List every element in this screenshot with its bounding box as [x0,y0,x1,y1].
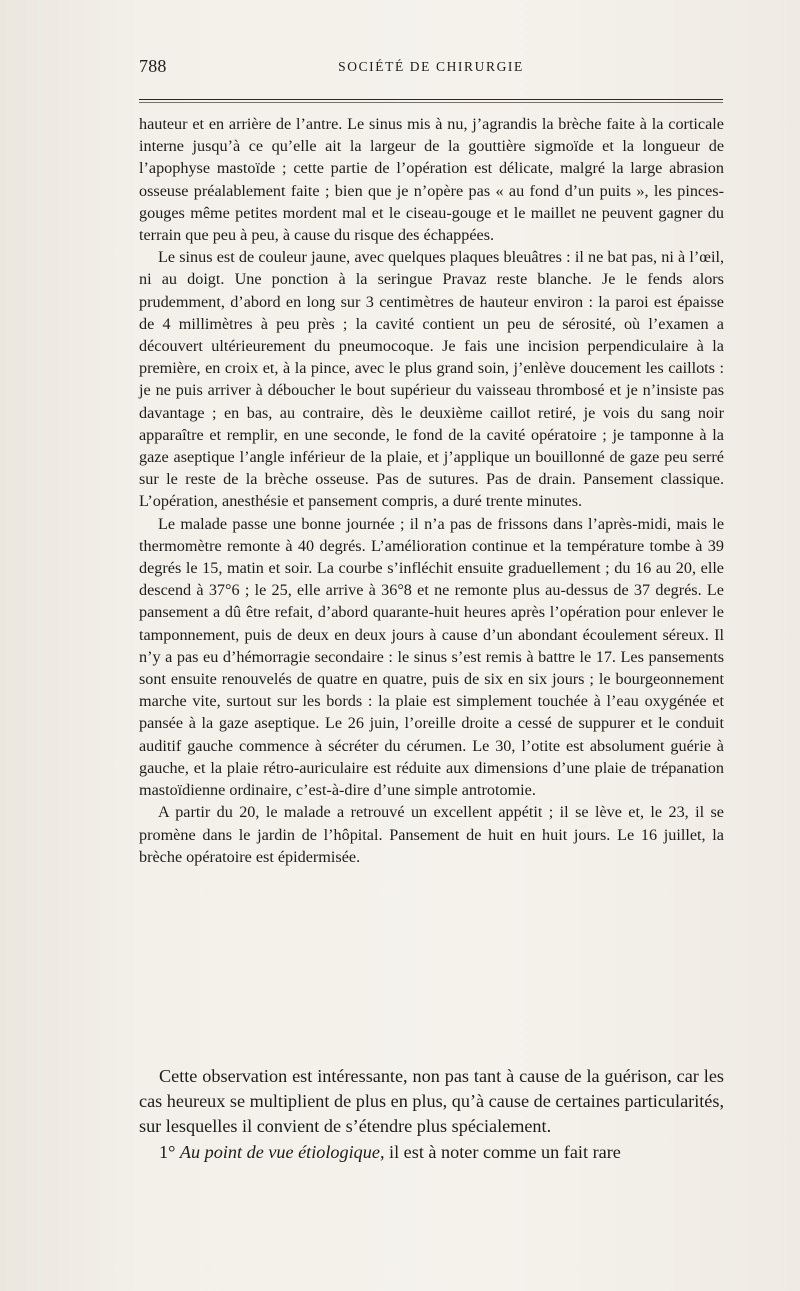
paragraph-continued: hauteur et en arrière de l’antre. Le sinus mis à nu, j’agrandis la brèche faite à la corticale interne jusqu’à ce qu’elle ait la largeur de la gouttière sigmoïde et la longueur de l’apophyse mastoïde ; cette partie de l’opération est délicate, malgré la large abrasion osseuse préalablement faite ; bien que je n’opère pas « au fond d’un puits », les pinces-gouges même petites mordent mal et le ciseau-gouge et le maillet ne peuvent gagner du terrain que peu à peu, à cause du risque des échappées. [139,115,724,245]
paragraph-recovery: A partir du 20, le malade a retrouvé un excellent appétit ; il se lève et, le 23, il se promène dans le jardin de l’hôpital. Pansement de huit en huit jours. Le 16 juillet, la brèche opératoire est épidermisée. [139,803,724,866]
header-rule [139,99,723,100]
etiology-text: , il est à noter comme un fait rare [379,1141,621,1162]
paragraph-postoperative-course: Le malade passe une bonne journée ; il n’a pas de frissons dans l’après-midi, mais le thermomètre remonte à 40 degrés. L’amélioration continue et la température tombe à 39 degrés le 15, matin et soir. La courbe s’infléchit ensuite graduellement ; du 16 au 20, elle descend à 37°6 ; le 25, elle arrive à 36°8 et ne remonte plus au-dessus de 37 degrés. Le pansement a dû être refait, d’abord quarante-huit heures après l’opération pour enlever le tamponnement, puis de deux en deux jours à cause d’un abondant écoulement séreux. Il n’y a pas eu d’hémorragie secondaire : le sinus s’est remis à battre le 17. Les pansements sont ensuite renouvelés de quatre en quatre, puis de six en six jours ; le bourgeonnement marche vite, surtout sur les bords : la plaie est simplement touchée à l’eau oxygénée et pansée à la gaze aseptique. Le 26 juin, l’oreille droite a cessé de suppurer et le conduit auditif gauche commence à sécréter du cérumen. Le 30, l’otite est absolument guérie à gauche, et la plaie rétro-auriculaire est réduite aux dimensions d’une plaie de trépanation mastoïdienne ordinaire, c’est-à-dire d’une simple antrotomie. [139,514,724,800]
etiology-paragraph [139,1140,724,1165]
page-number: 788 [139,56,167,76]
commentary-paragraph: Cette observation est intéressante, non pas tant à cause de la guérison, car les cas heureux se multiplient de plus en plus, qu’à cause de certaines particularités, sur lesquelles il convient de s’étendre plus spécialement. [139,1066,724,1137]
paragraph-sinus: Le sinus est de couleur jaune, avec quelques plaques bleuâtres : il ne bat pas, ni à l’œil, ni au doigt. Une ponction à la seringue Pravaz reste blanche. Je le fends alors prudemment, d’abord en long sur 3 centimètres de hauteur environ : la paroi est épaisse de 4 millimètres à peu près ; la cavité contient un peu de sérosité, où l’examen a découvert ultérieurement du pneumocoque. Je fais une incision perpendiculaire à la première, en croix et, à la pince, avec le plus grand soin, j’enlève doucement les caillots : je ne puis arriver à déboucher le bout supérieur du vaisseau thrombosé et je n’insiste pas davantage ; en bas, au contraire, dès le deuxième caillot retiré, je vois du sang noir apparaître et remplir, en une seconde, le fond de la cavité opératoire ; je tamponne à la gaze aseptique l’angle inférieur de la plaie, et j’applique un bouillonné de gaze peu serré sur le reste de la brèche osseuse. Pas de sutures. Pas de drain. Pansement classique. L’opération, anesthésie et pansement compris, a duré trente minutes. [139,248,724,511]
italic-heading: Au point de vue étiologique [179,1141,380,1162]
header-rule-secondary [139,102,723,103]
small-body-text [139,113,724,868]
running-head: SOCIÉTÉ DE CHIRURGIE [338,59,524,74]
large-body-text [139,1064,724,1165]
numbered-marker: 1° [159,1141,180,1162]
page-header [139,56,723,82]
